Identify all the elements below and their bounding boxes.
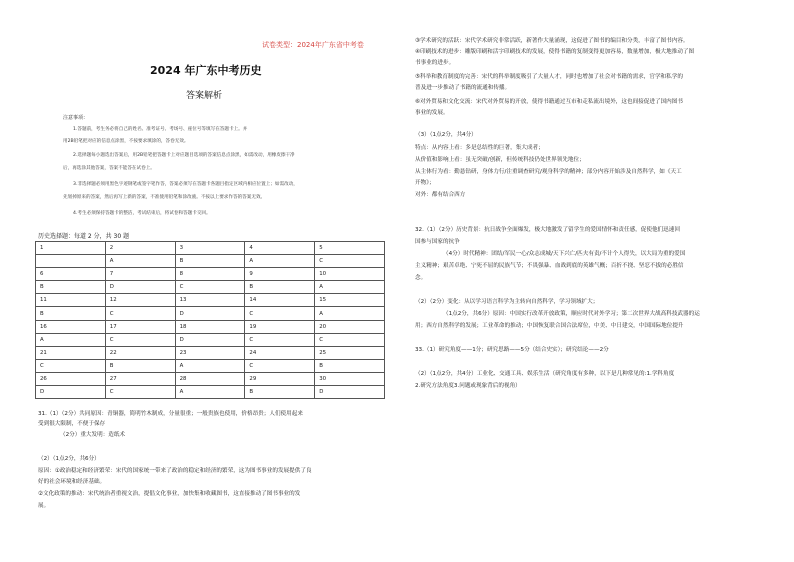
table-row <box>36 386 385 399</box>
right-line: 对外：都有结合西方 <box>415 192 466 198</box>
right-line: 书事业的进步。 <box>415 60 455 66</box>
notes-heading: 注意事项： <box>63 115 89 121</box>
right-line: （2）（1点2分，共4分）工业化、交通工具、娱乐生活（研究角度有多种，以下是几种常见的:1.学科角度 <box>415 371 675 377</box>
note-line: 4.考生必须保持答题卡的整洁，考试结束后，将试卷和答题卡交回。 <box>73 211 211 216</box>
table-cell: 3 <box>175 242 245 255</box>
right-line: 特点：从内容上看：多是总结性的巨著，集大成者； <box>415 145 544 151</box>
table-cell: A <box>175 386 245 399</box>
note-line: 后，再选涂其他答案，答案不能答在试卷上。 <box>63 166 155 171</box>
note-line: 1.答题前，考生务必将自己的姓名、准考证号、考场号、座位号等填写在答题卡上。并 <box>73 127 248 132</box>
table-cell: 12 <box>105 294 175 307</box>
table-cell: 9 <box>245 268 315 281</box>
right-line: 念。 <box>415 275 427 281</box>
right-line: （4分）时代精神：团结/军民一心/众志成城/天下兴亡/匹夫有责/不计个人得失，以大局为重的爱国 <box>443 251 686 257</box>
right-line: 用；西方自然科学的发展；工业革命的推动；中国恢复联合国合法席位，中美、中日建交，中国国际地位提升 <box>415 323 684 329</box>
right-line: （1点2分，共6分）原因：中国实行改革开放政策，顺应时代对外学习；第二次世界大战高科技武器的运 <box>443 311 700 317</box>
q31-line: 展。 <box>38 503 50 509</box>
table-cell: A <box>175 359 245 372</box>
table-row <box>36 281 385 294</box>
table-cell: 11 <box>36 294 106 307</box>
table-row <box>36 359 385 372</box>
table-cell: A <box>105 255 175 268</box>
table-row <box>36 320 385 333</box>
table-cell: 28 <box>175 372 245 385</box>
answer-table <box>35 241 385 399</box>
table-cell: 4 <box>245 242 315 255</box>
table-cell: 8 <box>175 268 245 281</box>
table-cell: B <box>105 359 175 372</box>
q31-line: 好的社会环境和经济基础。 <box>38 479 106 485</box>
right-line: 主义精神；艰苦卓绝、宁死不屈的民族气节；不畏强暴、血战到底的英雄气概；百折不挠、坚忍不拔的必胜信 <box>415 263 684 269</box>
table-cell: B <box>245 281 315 294</box>
table-cell: 26 <box>36 372 106 385</box>
right-line: ③学术研究的活跃：宋代学术研究非常活跃，新著作大量涌现，这促进了图书的编目和分类，丰富了图书内容。 <box>415 38 689 44</box>
right-line: 事业的发展。 <box>415 110 449 116</box>
table-cell: D <box>315 386 385 399</box>
table-cell: 10 <box>315 268 385 281</box>
right-line: 普及进一步推动了书籍的流通和传播。 <box>415 85 511 91</box>
table-cell: 15 <box>315 294 385 307</box>
table-cell: B <box>315 359 385 372</box>
table-cell: C <box>245 359 315 372</box>
table-cell: B <box>36 281 106 294</box>
table-cell: D <box>105 281 175 294</box>
table-cell: C <box>105 307 175 320</box>
answer-table-caption: 历史选择题：每道 2 分，共 30 题 <box>38 233 130 240</box>
table-cell: 16 <box>36 320 106 333</box>
table-cell: 1 <box>36 242 106 255</box>
right-line: 2.研究方法角度3.问题或现象背后的视角） <box>415 383 521 389</box>
table-cell: 20 <box>315 320 385 333</box>
table-cell: D <box>36 386 106 399</box>
table-cell: 29 <box>245 372 315 385</box>
table-row <box>36 294 385 307</box>
q31-line: 31.（1）（2分）共同原因：青铜器，简明竹木制成，分量很重；一般贵族也使用，价格昂贵；人们使用起来 <box>38 411 303 417</box>
table-cell <box>36 255 106 268</box>
table-cell: 21 <box>36 346 106 359</box>
table-cell: C <box>245 333 315 346</box>
table-cell: B <box>36 307 106 320</box>
table-cell: 2 <box>105 242 175 255</box>
table-row <box>36 242 385 255</box>
table-cell: 17 <box>105 320 175 333</box>
table-cell: D <box>175 307 245 320</box>
table-cell: A <box>36 333 106 346</box>
note-line: 2.选择题每小题选出答案后，用2B铅笔把答题卡上对应题目选项的答案信息点涂黑，如需改动，用橡皮擦干净 <box>73 153 295 158</box>
table-cell: 5 <box>315 242 385 255</box>
right-line: ⑤科举和教育制度的完善：宋代的科举制度吸引了大量人才，同时也增加了社会对书籍的需求，官学和私学的 <box>415 74 683 80</box>
right-line: 开物》； <box>415 180 435 186</box>
table-cell: C <box>175 281 245 294</box>
page-title: 2024 年广东中考历史 <box>150 64 262 77</box>
exam-type-tag: 试卷类型：2024年广东省中考卷 <box>262 41 364 49</box>
table-row <box>36 333 385 346</box>
table-row <box>36 307 385 320</box>
table-cell: A <box>315 307 385 320</box>
table-cell: 25 <box>315 346 385 359</box>
q31-line: 原因：①政治稳定和经济繁荣：宋代的国家统一带来了政治的稳定和经济的繁荣，这为图书事业的发展提供了良 <box>38 468 312 474</box>
right-line: ⑥对外贸易和文化交流：宋代对外贸易的开放，使得书籍通过互市和走私流出境外，这也间接促进了国内图书 <box>415 99 683 105</box>
table-cell: C <box>245 307 315 320</box>
table-row <box>36 346 385 359</box>
q31-line: ②文化政策的推动：宋代统治者重视文治，提倡文化事业，加快集和收藏图书，这直接推动了图书事业的发 <box>38 491 301 497</box>
table-cell: B <box>245 386 315 399</box>
table-cell: 27 <box>105 372 175 385</box>
table-cell: C <box>105 386 175 399</box>
table-row <box>36 255 385 268</box>
table-cell: 22 <box>105 346 175 359</box>
right-line: 从主体行为看：勤恳钻研，身体力行/注重调查研究/观身科学的精神；部分内容开始涉及自然科学，如《天工 <box>415 169 682 175</box>
table-cell: 23 <box>175 346 245 359</box>
table-cell: D <box>175 333 245 346</box>
table-cell: 24 <box>245 346 315 359</box>
table-cell: 13 <box>175 294 245 307</box>
table-row <box>36 372 385 385</box>
q31-line: 受到很大限制，不便于保存 <box>38 421 106 427</box>
right-line: ④印刷技术的进步：雕版印刷和活字印刷技术的发展，使得书籍的复制变得更加容易，数量增加，极大地推动了图 <box>415 49 695 55</box>
table-cell: C <box>315 255 385 268</box>
note-line: 先划掉原来的答案，然后再写上新的答案，不准使用铅笔和涂改液。不按以上要求作答的答案无效。 <box>63 195 266 200</box>
right-line: （2）（2分）变化：从以学习语言科学为主转向自然科学，学习领域扩大； <box>415 299 599 305</box>
table-row <box>36 268 385 281</box>
q31-line: （2分）重大发明：造纸术 <box>60 432 126 438</box>
table-cell: C <box>105 333 175 346</box>
table-cell: 6 <box>36 268 106 281</box>
table-cell: 14 <box>245 294 315 307</box>
right-line: 从价值和影响上看：虽无突破/创新，但传统科技仍处世界领先地位； <box>415 157 585 163</box>
table-cell: 19 <box>245 320 315 333</box>
table-cell: B <box>175 255 245 268</box>
table-cell: C <box>36 359 106 372</box>
right-line: 33.（1）研究角度——1分；研究思路——5分（结合史实）；研究结论——2分 <box>415 347 609 353</box>
table-cell: A <box>315 281 385 294</box>
right-line: 32.（1）（2分）历史背景：抗日战争全面爆发，极大地激发了留学生的爱国情怀和责任感，促使他们迅速回 <box>415 227 680 233</box>
right-line: （3）（1点2分，共4分） <box>415 132 477 138</box>
table-cell: C <box>315 333 385 346</box>
note-line: 3.非选择题必须用黑色字迹钢笔或签字笔作答，答案必须写在答题卡各题目指定区域内相应位置上；如需改动， <box>73 182 298 187</box>
page-subtitle: 答案解析 <box>186 91 223 101</box>
table-cell: 30 <box>315 372 385 385</box>
q31-line: （2）（1点2分，共6分） <box>38 456 100 462</box>
note-line: 用2B铅笔把对应的信息点涂黑，不按要求填涂的，答卷无效。 <box>63 139 189 144</box>
table-cell: 18 <box>175 320 245 333</box>
table-cell: A <box>245 255 315 268</box>
right-line: 国参与国家的抗争 <box>415 239 460 245</box>
table-cell: 7 <box>105 268 175 281</box>
